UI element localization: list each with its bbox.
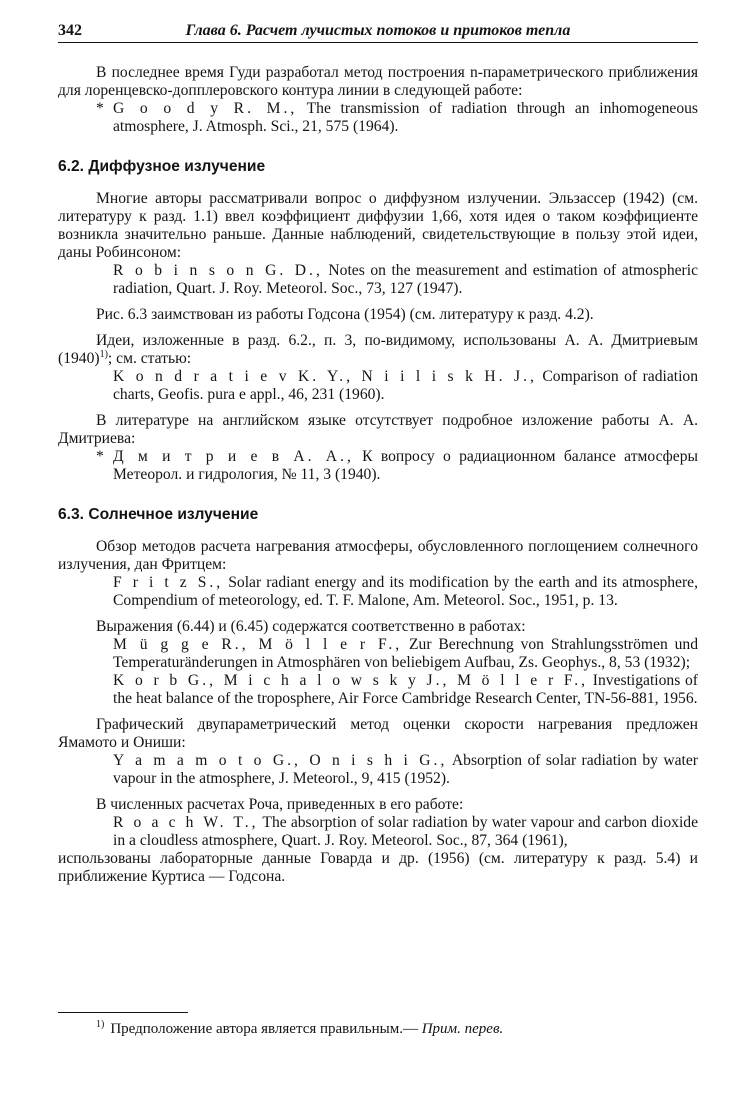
paragraph-text: В литературе на английском языке отсутствует подробное изложение работы А. А. Дмитриева: xyxy=(58,412,698,447)
page-header xyxy=(58,20,698,43)
paragraph-text: Графический двупараметрический метод оценки скорости нагревания предложен Ямамото и Ониши: xyxy=(58,716,698,751)
asterisk-mark: * xyxy=(96,100,104,117)
reference-text: Zur Berechnung von Strahlungsströmen und Temperaturänderungen in Atmosphären von beliebigem Aufbau, Zs. Geophys., 8, 53 (1932); xyxy=(113,636,698,671)
reference-author: R o b i n s o n G. D., xyxy=(113,262,323,279)
reference-text: The absorption of solar radiation by water vapour and carbon dioxide in a cloudless atmosphere, Quart. J. Roy. Meteorol. Soc., 87, 364 (1961), xyxy=(113,814,698,849)
page-number: 342 xyxy=(58,22,82,39)
paragraph xyxy=(58,332,698,368)
reference-text: К вопросу о радиационном балансе атмосферы Метеорол. и гидрология, № 11, 3 (1940). xyxy=(113,448,698,483)
paragraph-text: В последнее время Гуди разработал метод построения n-параметрического приближения для лоренцевско-допплеровского контура линии в следующей работе: xyxy=(58,64,698,99)
section-heading: 6.3. Солнечное излучение xyxy=(58,506,259,523)
reference-author: K o n d r a t i e v K. Y., N i i l i s k H. J., xyxy=(113,368,537,385)
reference-author: R o a c h W. T., xyxy=(113,814,259,831)
reference-text: The transmission of radiation through an inhomogeneous atmosphere, J. Atmosph. Sci., 21, 575 (1964). xyxy=(113,100,698,135)
paragraph xyxy=(58,716,698,752)
reference-author: G o o d y R. M., xyxy=(113,100,298,117)
footnote xyxy=(96,1020,698,1038)
spacer xyxy=(58,298,698,306)
running-title: Глава 6. Расчет лучистых потоков и притоков тепла xyxy=(185,22,571,39)
paragraph xyxy=(58,190,698,262)
bibliography-entry xyxy=(58,100,698,136)
bibliography-entry xyxy=(58,752,698,788)
footnote-translator-note: Прим. перев. xyxy=(421,1021,504,1037)
bibliography-entry xyxy=(58,262,698,298)
spacer xyxy=(58,708,698,716)
reference-author: K o r b G., M i c h a l o w s k y J., M ö l l e r F., xyxy=(113,672,589,689)
bibliography-entry xyxy=(58,814,698,850)
spacer xyxy=(58,136,698,158)
section-heading: 6.2. Диффузное излучение xyxy=(58,158,266,175)
paragraph-text: Многие авторы рассматривали вопрос о диффузном излучении. Эльзассер (1942) (см. литературу к разд. 1.1) ввел коэффициент диффузии 1,66, хотя идея о таком коэффициенте возникла значительно раньше. Данные наблюдений, свидетельствующие в пользу этой идеи, даны Робинсоном: xyxy=(58,190,698,261)
spacer xyxy=(58,524,698,538)
asterisk-mark: * xyxy=(96,448,104,465)
reference-text: Solar radiant energy and its modification by the earth and its atmosphere, Compendium of meteorology, ed. T. F. Malone, Am. Meteorol. Soc., 1951, p. 13. xyxy=(113,574,698,609)
paragraph-text: Обзор методов расчета нагревания атмосферы, обусловленного поглощением солнечного излучения, дан Фритцем: xyxy=(58,538,698,573)
paragraph xyxy=(58,64,698,100)
footnote-mark: 1) xyxy=(96,1019,105,1030)
paragraph xyxy=(58,306,698,324)
paragraph-text: Рис. 6.3 заимствован из работы Годсона (1954) (см. литературу к разд. 4.2). xyxy=(96,306,594,323)
bibliography-entry xyxy=(58,672,698,708)
bibliography-entry xyxy=(58,574,698,610)
footnote-text: Предположение автора является правильным.— xyxy=(110,1021,422,1037)
footnote-divider xyxy=(58,1012,188,1013)
spacer xyxy=(58,176,698,190)
paragraph-tail: ; см. статью: xyxy=(107,350,192,367)
reference-text: Investigations of the heat balance of the troposphere, Air Force Cambridge Research Center, TN-56-881, 1956. xyxy=(113,672,698,707)
paragraph xyxy=(58,412,698,448)
spacer xyxy=(58,404,698,412)
reference-author: Д м и т р и е в А. А., xyxy=(113,448,354,465)
page-body xyxy=(58,64,698,886)
spacer xyxy=(58,484,698,506)
reference-author: Y a m a m o t o G., O n i s h i G., xyxy=(113,752,448,769)
bibliography-entry xyxy=(58,448,698,484)
reference-text: Notes on the measurement and estimation of atmospheric radiation, Quart. J. Roy. Meteorol. Soc., 73, 127 (1947). xyxy=(113,262,698,297)
paragraph xyxy=(58,618,698,636)
bibliography-entry xyxy=(58,636,698,672)
bibliography-entry xyxy=(58,368,698,404)
paragraph xyxy=(58,538,698,574)
reference-text: Comparison of radiation charts, Geofis. pura e appl., 46, 231 (1960). xyxy=(113,368,698,403)
paragraph-text: Идеи, изложенные в разд. 6.2., п. 3, по-видимому, использованы А. А. Дмитриевым (1940) xyxy=(58,332,698,367)
spacer xyxy=(58,610,698,618)
paragraph xyxy=(58,796,698,814)
reference-author: M ü g g e R., M ö l l e r F., xyxy=(113,636,403,653)
paragraph-text: использованы лабораторные данные Говарда и др. (1956) (см. литературу к разд. 5.4) и приближение Куртиса — Годсона. xyxy=(58,850,698,885)
paragraph-text: В численных расчетах Роча, приведенных в его работе: xyxy=(96,796,464,813)
footnote-reference: 1) xyxy=(99,348,108,360)
paragraph-text: Выражения (6.44) и (6.45) содержатся соответственно в работах: xyxy=(96,618,526,635)
paragraph xyxy=(58,850,698,886)
spacer xyxy=(58,788,698,796)
reference-author: F r i t z S., xyxy=(113,574,224,591)
reference-text: Absorption of solar radiation by water vapour in the atmosphere, J. Meteorol., 9, 415 (1952). xyxy=(113,752,698,787)
spacer xyxy=(58,324,698,332)
